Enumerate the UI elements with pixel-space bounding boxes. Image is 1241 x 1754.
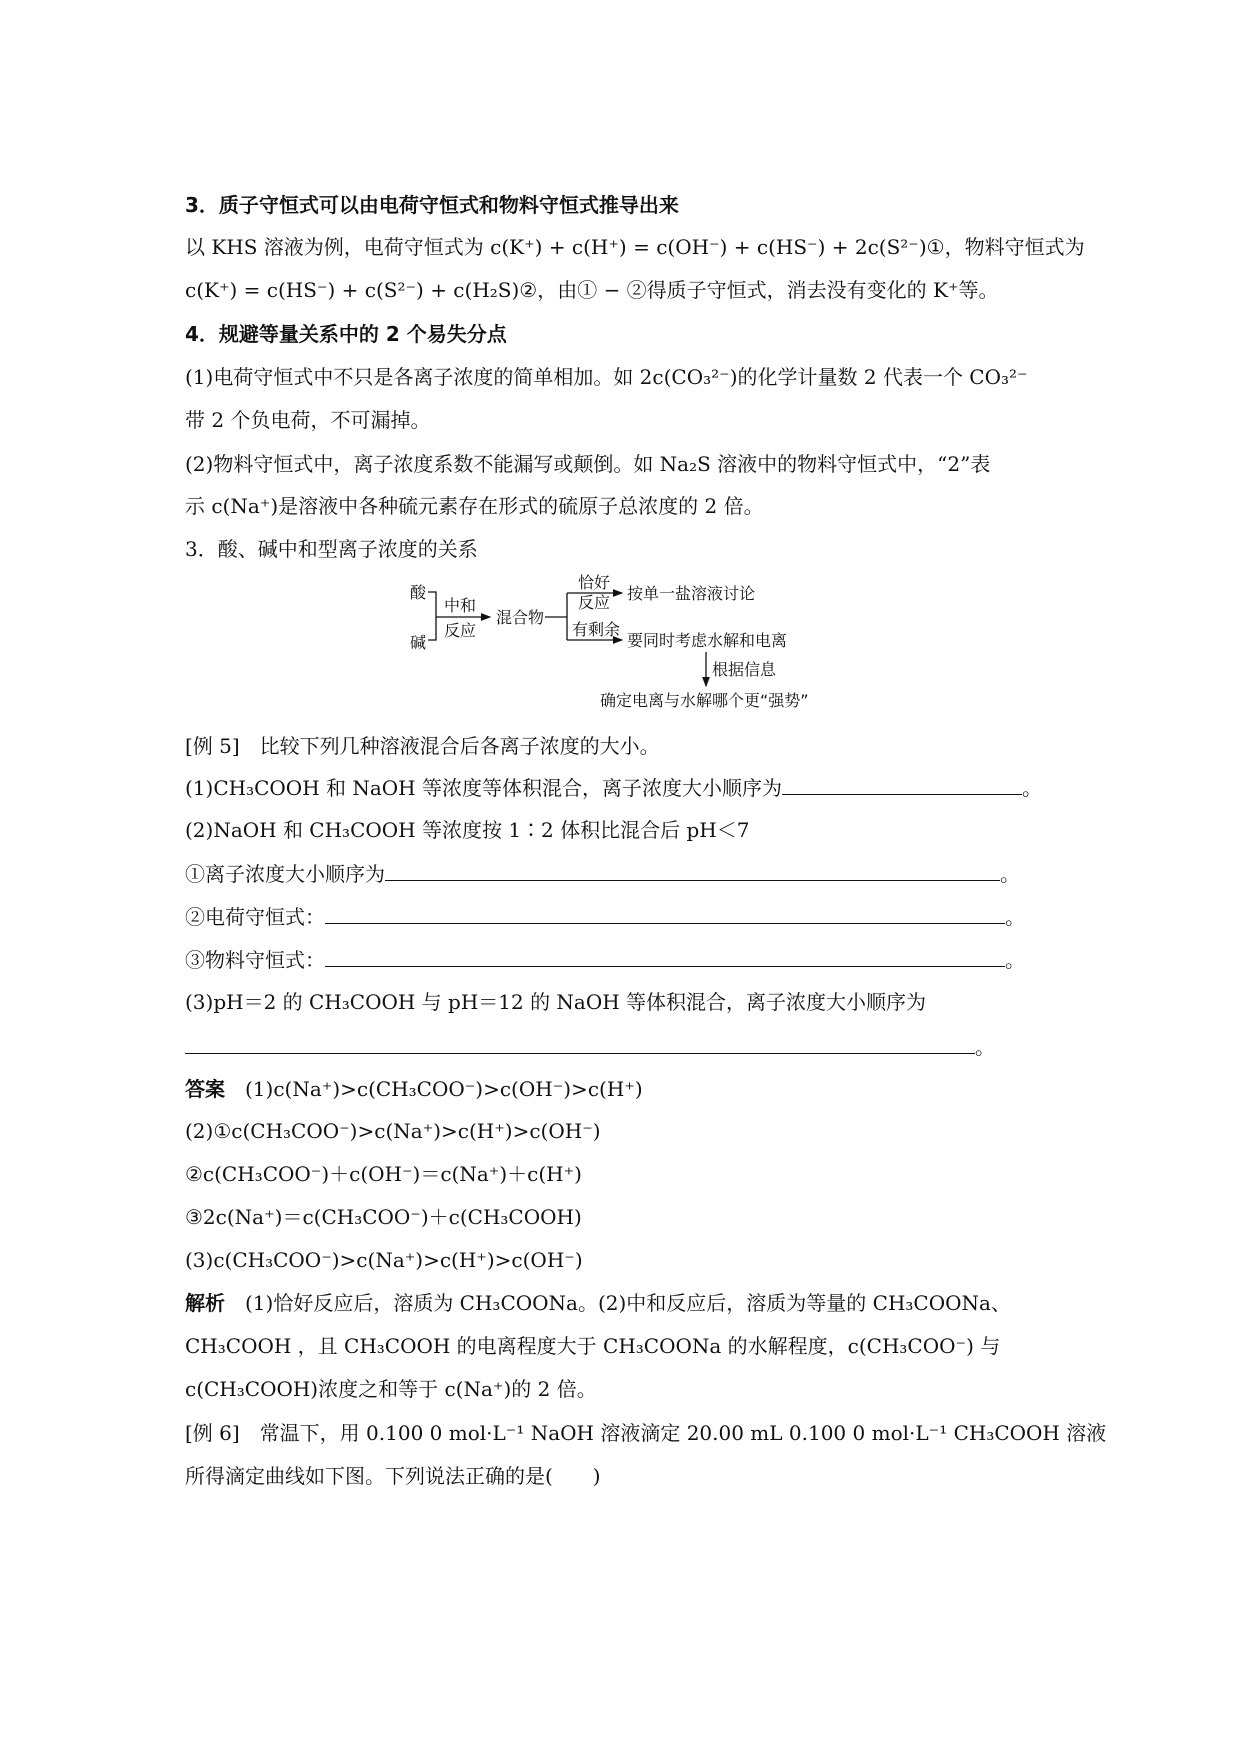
question-text: ③物料守恒式： (185, 948, 325, 972)
answer-blank[interactable] (782, 774, 1022, 795)
answer-blank[interactable] (325, 946, 1005, 967)
excess-result: 要同时考虑水解和电离 (627, 631, 788, 650)
acid-label: 酸 (410, 583, 427, 602)
answer-text: (1)c(Na⁺)>c(CH₃COO⁻)>c(OH⁻)>c(H⁺) (245, 1077, 643, 1101)
neutralize-label: 反应 (444, 621, 477, 640)
question-text: (1)CH₃COOH 和 NaOH 等浓度等体积混合，离子浓度大小顺序为 (185, 776, 782, 800)
neutralize-label: 中和 (444, 596, 477, 615)
question-text: ①离子浓度大小顺序为 (185, 862, 385, 886)
period: 。 (1005, 948, 1025, 972)
example-line: 所得滴定曲线如下图。下列说法正确的是( ) (185, 1464, 601, 1488)
paragraph-line: 带 2 个负电荷，不可漏掉。 (185, 408, 431, 432)
paragraph-line: 以 KHS 溶液为例，电荷守恒式为 c(K⁺) + c(H⁺) = c(OH⁻) + c(HS⁻) + 2c(S²⁻)①，物料守恒式为 (185, 235, 1085, 259)
period: 。 (1005, 905, 1025, 929)
answer-blank[interactable] (185, 1033, 975, 1054)
exact-result: 按单一盐溶液讨论 (627, 584, 756, 603)
period: 。 (975, 1035, 995, 1059)
paragraph-line: (1)电荷守恒式中不只是各离子浓度的简单相加。如 2c(CO₃²⁻)的化学计量数 2 代表一个 CO₃²⁻ (185, 365, 1028, 389)
question-text: ②电荷守恒式： (185, 905, 325, 929)
neutralization-flow-diagram (0, 0, 1241, 760)
exact-label: 反应 (578, 593, 611, 612)
info-label: 根据信息 (712, 660, 777, 679)
mixture-label: 混合物 (496, 608, 545, 627)
paragraph-line: (2)物料守恒式中，离子浓度系数不能漏写或颠倒。如 Na₂S 溶液中的物料守恒式中，“2”表 (185, 452, 991, 476)
question-line (185, 860, 1020, 887)
example-title: [例 6] 常温下，用 0.100 0 mol·L⁻¹ NaOH 溶液滴定 20.00 mL 0.100 0 mol·L⁻¹ CH₃COOH 溶液 (185, 1421, 1107, 1445)
question-line (185, 903, 1025, 930)
excess-label: 有剩余 (572, 620, 621, 639)
question-line: (2)NaOH 和 CH₃COOH 等浓度按 1∶2 体积比混合后 pH＜7 (185, 818, 750, 842)
question-line (185, 1033, 995, 1060)
answer-line (185, 1076, 643, 1102)
section-heading: 3．质子守恒式可以由电荷守恒式和物料守恒式推导出来 (185, 193, 679, 217)
section-heading: 4．规避等量关系中的 2 个易失分点 (185, 322, 507, 346)
final-result: 确定电离与水解哪个更“强势” (600, 691, 809, 710)
answer-blank[interactable] (385, 860, 1000, 881)
analysis-text: (1)恰好反应后，溶质为 CH₃COONa。(2)中和反应后，溶质为等量的 CH₃COONa、 (245, 1291, 1011, 1315)
base-label: 碱 (410, 633, 427, 652)
period: 。 (1000, 862, 1020, 886)
answer-line: ③2c(Na⁺)＝c(CH₃COO⁻)＋c(CH₃COOH) (185, 1205, 582, 1229)
answer-line: ②c(CH₃COO⁻)＋c(OH⁻)＝c(Na⁺)＋c(H⁺) (185, 1162, 582, 1186)
answer-label: 答案 (185, 1077, 225, 1101)
period: 。 (1021, 776, 1042, 800)
answer-line: (2)①c(CH₃COO⁻)>c(Na⁺)>c(H⁺)>c(OH⁻) (185, 1119, 601, 1143)
paragraph-line: c(K⁺) = c(HS⁻) + c(S²⁻) + c(H₂S)②，由① − ②得质子守恒式，消去没有变化的 K⁺等。 (185, 278, 999, 302)
exact-label: 恰好 (578, 573, 611, 592)
answer-blank[interactable] (325, 903, 1005, 924)
analysis-line: CH₃COOH ，且 CH₃COOH 的电离程度大于 CH₃COONa 的水解程度，c(CH₃COO⁻) 与 (185, 1334, 1001, 1358)
analysis-line (185, 1290, 1011, 1316)
paragraph-line: 示 c(Na⁺)是溶液中各种硫元素存在形式的硫原子总浓度的 2 倍。 (185, 494, 764, 518)
question-line (185, 774, 1042, 801)
analysis-label: 解析 (185, 1291, 225, 1315)
question-line (185, 946, 1025, 973)
answer-line: (3)c(CH₃COO⁻)>c(Na⁺)>c(H⁺)>c(OH⁻) (185, 1248, 583, 1272)
analysis-line: c(CH₃COOH)浓度之和等于 c(Na⁺)的 2 倍。 (185, 1377, 597, 1401)
example-title: [例 5] 比较下列几种溶液混合后各离子浓度的大小。 (185, 734, 660, 758)
section-heading: 3．酸、碱中和型离子浓度的关系 (185, 537, 478, 561)
question-line: (3)pH＝2 的 CH₃COOH 与 pH＝12 的 NaOH 等体积混合，离子浓度大小顺序为 (185, 990, 927, 1014)
